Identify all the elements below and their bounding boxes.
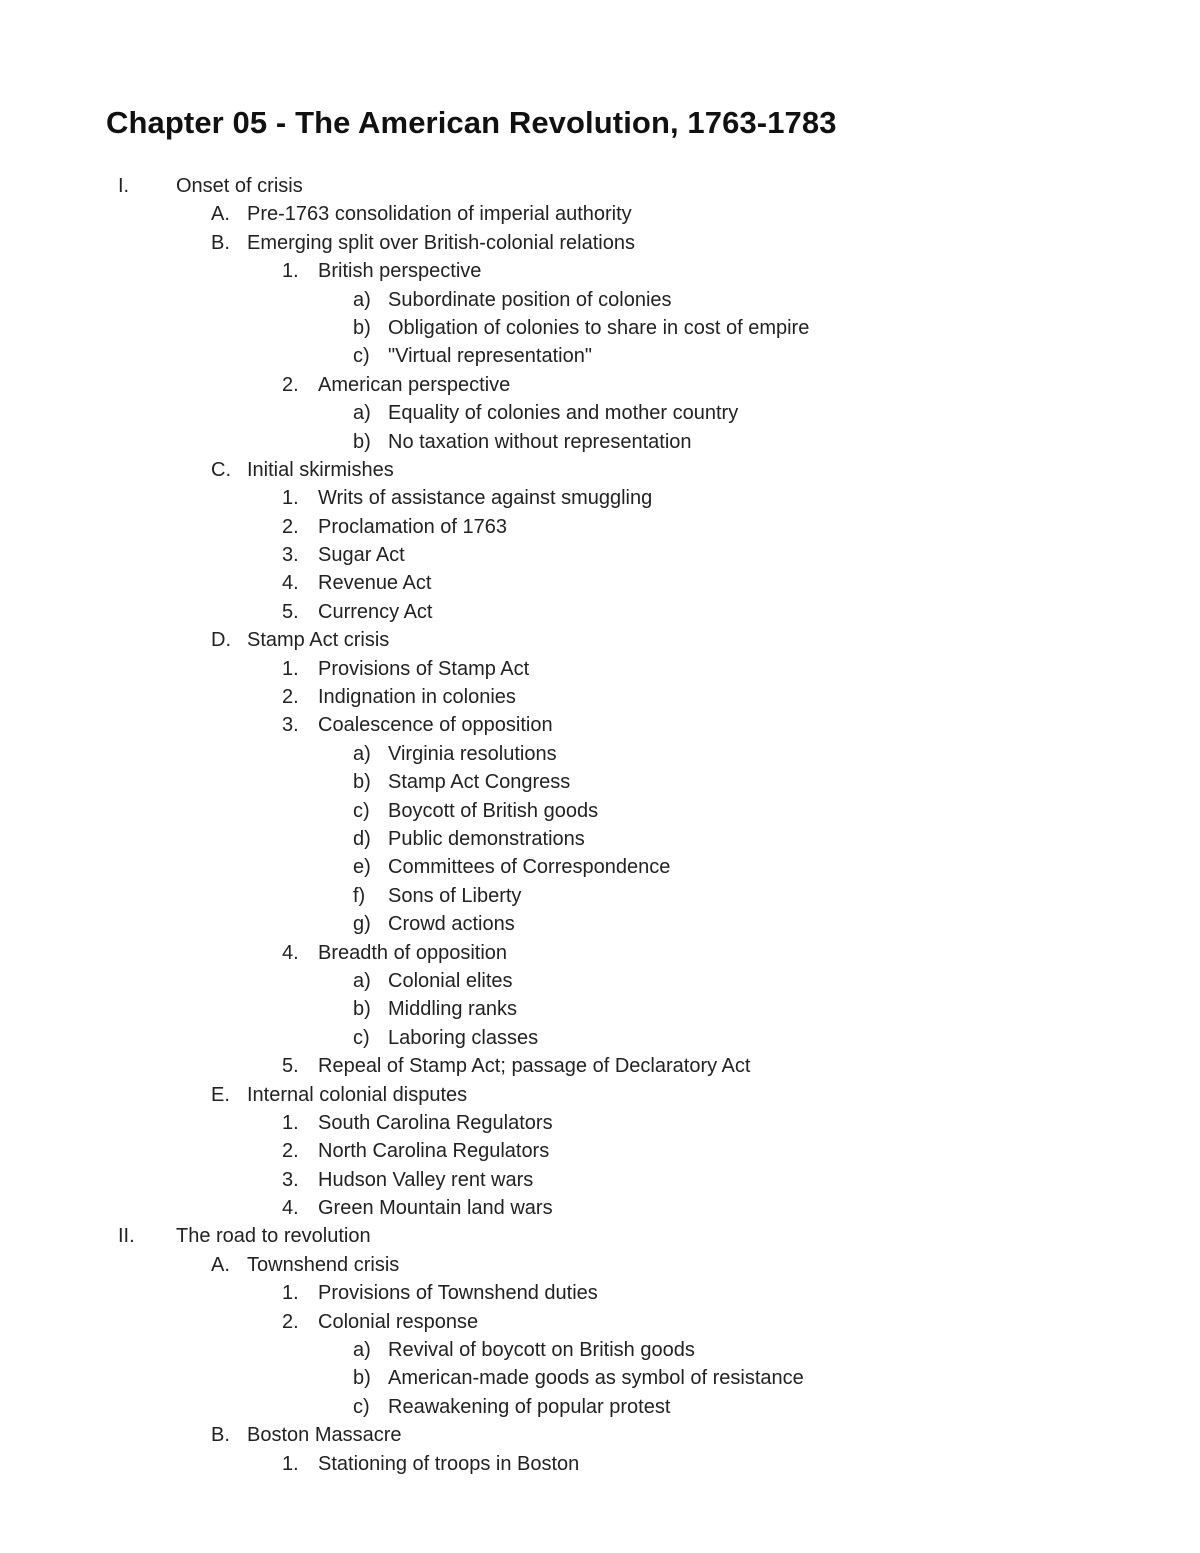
outline-item-level-1 bbox=[0, 1222, 1200, 1250]
page-title: Chapter 05 - The American Revolution, 1763-1783 bbox=[106, 105, 837, 140]
outline-marker: 2. bbox=[282, 373, 299, 396]
outline-marker: 2. bbox=[282, 515, 299, 538]
outline-text: Equality of colonies and mother country bbox=[388, 402, 739, 425]
outline-text: Stamp Act crisis bbox=[247, 629, 390, 652]
outline-item-level-3 bbox=[0, 371, 1200, 399]
outline-text: Virginia resolutions bbox=[388, 742, 557, 765]
outline-item-level-4 bbox=[0, 314, 1200, 342]
outline-marker: b) bbox=[353, 1367, 371, 1390]
outline-item-level-2 bbox=[0, 456, 1200, 484]
outline-marker: c) bbox=[353, 345, 370, 368]
outline-marker: c) bbox=[353, 799, 370, 822]
outline-text: American perspective bbox=[318, 373, 511, 396]
outline-text: Indignation in colonies bbox=[318, 686, 516, 709]
outline-text: Breadth of opposition bbox=[318, 941, 508, 964]
outline-list bbox=[0, 172, 1200, 1478]
outline-item-level-2 bbox=[0, 1421, 1200, 1449]
outline-marker: B. bbox=[211, 1424, 230, 1447]
outline-text: Crowd actions bbox=[388, 913, 515, 936]
outline-text: Revenue Act bbox=[318, 572, 432, 595]
outline-marker: 5. bbox=[282, 1055, 299, 1078]
outline-marker: 1. bbox=[282, 260, 299, 283]
outline-text: "Virtual representation" bbox=[388, 345, 592, 368]
outline-text: Middling ranks bbox=[388, 998, 517, 1021]
outline-item-level-4 bbox=[0, 853, 1200, 881]
outline-marker: 4. bbox=[282, 941, 299, 964]
outline-text: Public demonstrations bbox=[388, 827, 585, 850]
outline-text: North Carolina Regulators bbox=[318, 1140, 550, 1163]
outline-marker: a) bbox=[353, 969, 371, 992]
outline-marker: 1. bbox=[282, 657, 299, 680]
outline-item-level-3 bbox=[0, 1450, 1200, 1478]
outline-marker: c) bbox=[353, 1395, 370, 1418]
outline-text: Emerging split over British-colonial relations bbox=[247, 231, 635, 254]
outline-marker: 1. bbox=[282, 1452, 299, 1475]
outline-text: American-made goods as symbol of resistance bbox=[388, 1367, 804, 1390]
outline-marker: 1. bbox=[282, 487, 299, 510]
outline-item-level-4 bbox=[0, 1364, 1200, 1392]
outline-item-level-4 bbox=[0, 1024, 1200, 1052]
outline-text: Committees of Correspondence bbox=[388, 856, 671, 879]
outline-item-level-2 bbox=[0, 229, 1200, 257]
outline-item-level-3 bbox=[0, 939, 1200, 967]
outline-text: Internal colonial disputes bbox=[247, 1083, 468, 1106]
outline-text: Subordinate position of colonies bbox=[388, 288, 672, 311]
outline-item-level-3 bbox=[0, 541, 1200, 569]
outline-marker: a) bbox=[353, 742, 371, 765]
outline-text: Provisions of Townshend duties bbox=[318, 1282, 598, 1305]
outline-marker: b) bbox=[353, 316, 371, 339]
outline-text: Sons of Liberty bbox=[388, 884, 522, 907]
outline-item-level-3 bbox=[0, 1279, 1200, 1307]
outline-marker: a) bbox=[353, 402, 371, 425]
outline-marker: f) bbox=[353, 884, 366, 907]
outline-item-level-4 bbox=[0, 825, 1200, 853]
outline-text: Revival of boycott on British goods bbox=[388, 1339, 695, 1362]
outline-marker: B. bbox=[211, 231, 230, 254]
outline-item-level-4 bbox=[0, 399, 1200, 427]
outline-item-level-3 bbox=[0, 484, 1200, 512]
outline-marker: 4. bbox=[282, 1197, 299, 1220]
outline-item-level-3 bbox=[0, 711, 1200, 739]
outline-marker: E. bbox=[211, 1083, 230, 1106]
outline-marker: b) bbox=[353, 771, 371, 794]
outline-text: Green Mountain land wars bbox=[318, 1197, 553, 1220]
outline-item-level-4 bbox=[0, 740, 1200, 768]
outline-text: South Carolina Regulators bbox=[318, 1111, 553, 1134]
outline-text: Proclamation of 1763 bbox=[318, 515, 508, 538]
outline-marker: a) bbox=[353, 288, 371, 311]
outline-item-level-4 bbox=[0, 768, 1200, 796]
outline-text: Obligation of colonies to share in cost of empire bbox=[388, 316, 810, 339]
outline-item-level-3 bbox=[0, 1109, 1200, 1137]
outline-item-level-4 bbox=[0, 1336, 1200, 1364]
outline-marker: a) bbox=[353, 1339, 371, 1362]
outline-item-level-4 bbox=[0, 797, 1200, 825]
outline-item-level-3 bbox=[0, 598, 1200, 626]
outline-marker: 3. bbox=[282, 714, 299, 737]
outline-marker: 5. bbox=[282, 600, 299, 623]
outline-text: Writs of assistance against smuggling bbox=[318, 487, 653, 510]
outline-marker: D. bbox=[211, 629, 231, 652]
outline-marker: b) bbox=[353, 430, 371, 453]
outline-marker: I. bbox=[118, 175, 130, 197]
outline-text: Currency Act bbox=[318, 600, 433, 623]
outline-text: Laboring classes bbox=[388, 1026, 539, 1049]
outline-text: Boston Massacre bbox=[247, 1424, 402, 1447]
outline-text: Coalescence of opposition bbox=[318, 714, 553, 737]
outline-item-level-2 bbox=[0, 1251, 1200, 1279]
outline-marker: 2. bbox=[282, 686, 299, 709]
outline-item-level-2 bbox=[0, 1081, 1200, 1109]
outline-item-level-3 bbox=[0, 655, 1200, 683]
outline-text: Colonial response bbox=[318, 1310, 479, 1333]
outline-item-level-3 bbox=[0, 1052, 1200, 1080]
outline-text: Hudson Valley rent wars bbox=[318, 1168, 534, 1191]
outline-marker: 3. bbox=[282, 544, 299, 567]
outline-marker: d) bbox=[353, 827, 371, 850]
outline-text: Sugar Act bbox=[318, 544, 405, 567]
outline-marker: 1. bbox=[282, 1282, 299, 1305]
outline-item-level-4 bbox=[0, 995, 1200, 1023]
outline-text: Pre-1763 consolidation of imperial authority bbox=[247, 203, 632, 226]
outline-item-level-3 bbox=[0, 1166, 1200, 1194]
outline-marker: g) bbox=[353, 913, 371, 936]
outline-item-level-3 bbox=[0, 1137, 1200, 1165]
outline-marker: A. bbox=[211, 203, 230, 226]
outline-item-level-3 bbox=[0, 257, 1200, 285]
outline-marker: 2. bbox=[282, 1310, 299, 1333]
outline-item-level-4 bbox=[0, 286, 1200, 314]
outline-item-level-4 bbox=[0, 342, 1200, 370]
outline-item-level-4 bbox=[0, 882, 1200, 910]
outline-item-level-2 bbox=[0, 626, 1200, 654]
outline-item-level-3 bbox=[0, 569, 1200, 597]
outline-item-level-1 bbox=[0, 172, 1200, 200]
outline-marker: e) bbox=[353, 856, 371, 879]
outline-item-level-2 bbox=[0, 200, 1200, 228]
outline-text: Reawakening of popular protest bbox=[388, 1395, 671, 1418]
outline-marker: A. bbox=[211, 1253, 230, 1276]
outline-item-level-3 bbox=[0, 683, 1200, 711]
outline-marker: c) bbox=[353, 1026, 370, 1049]
outline-item-level-4 bbox=[0, 967, 1200, 995]
outline-text: Townshend crisis bbox=[247, 1253, 400, 1276]
outline-marker: 1. bbox=[282, 1111, 299, 1134]
outline-marker: 3. bbox=[282, 1168, 299, 1191]
outline-item-level-3 bbox=[0, 513, 1200, 541]
outline-text: Boycott of British goods bbox=[388, 799, 599, 822]
outline-item-level-4 bbox=[0, 1393, 1200, 1421]
outline-marker: 4. bbox=[282, 572, 299, 595]
outline-text: Onset of crisis bbox=[176, 175, 303, 197]
outline-marker: 2. bbox=[282, 1140, 299, 1163]
outline-marker: II. bbox=[118, 1225, 135, 1248]
outline-text: Provisions of Stamp Act bbox=[318, 657, 530, 680]
outline-text: Initial skirmishes bbox=[247, 458, 394, 481]
outline-text: No taxation without representation bbox=[388, 430, 692, 453]
outline-text: Colonial elites bbox=[388, 969, 513, 992]
outline-item-level-3 bbox=[0, 1194, 1200, 1222]
outline-marker: b) bbox=[353, 998, 371, 1021]
outline-text: British perspective bbox=[318, 260, 482, 283]
outline-item-level-3 bbox=[0, 1308, 1200, 1336]
outline-item-level-4 bbox=[0, 910, 1200, 938]
outline-item-level-4 bbox=[0, 428, 1200, 456]
outline-marker: C. bbox=[211, 458, 231, 481]
outline-text: The road to revolution bbox=[176, 1225, 371, 1248]
outline-text: Repeal of Stamp Act; passage of Declaratory Act bbox=[318, 1055, 751, 1078]
outline-text: Stationing of troops in Boston bbox=[318, 1452, 580, 1475]
outline-text: Stamp Act Congress bbox=[388, 771, 571, 794]
